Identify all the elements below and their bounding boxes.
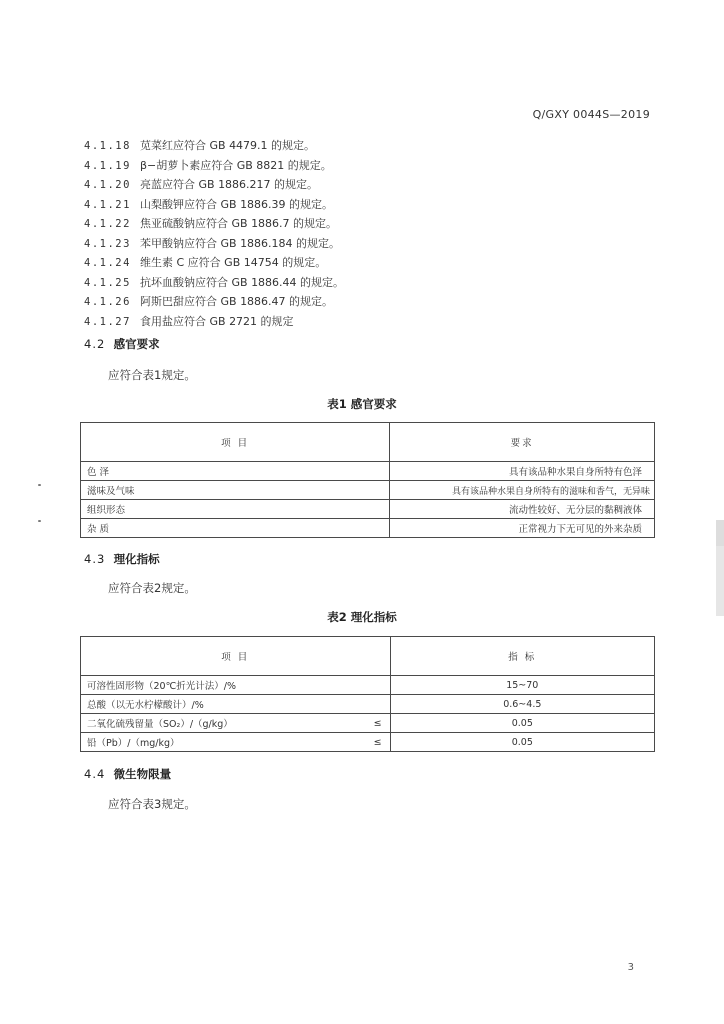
scan-speck <box>38 484 41 486</box>
page-number: 3 <box>627 962 634 973</box>
clause-text: 山梨酸钾应符合 GB 1886.39 的规定。 <box>140 197 334 211</box>
cell-item <box>81 676 391 695</box>
physicochemical-table <box>80 636 655 752</box>
clause-text: 阿斯巴甜应符合 GB 1886.47 的规定。 <box>140 295 334 308</box>
clause-text: 食用盐应符合 GB 2721 的规定 <box>140 314 294 328</box>
section-title: 理化指标 <box>113 552 160 566</box>
clause-number: 4.1.18 <box>84 140 131 152</box>
section-number: 4.2 <box>84 337 106 351</box>
clause-number: 4.1.20 <box>84 179 131 191</box>
item-label: 二氧化硫残留量（SO₂）/（g/kg） <box>87 719 233 730</box>
header-indicator: 指 标 <box>390 637 654 676</box>
clause-text: 焦亚硫酸钠应符合 GB 1886.7 的规定。 <box>140 217 338 230</box>
table-header-row <box>81 423 655 462</box>
scan-edge-mark <box>716 546 724 616</box>
section-heading-microbial <box>84 766 171 782</box>
cell-item: 色 泽 <box>81 462 390 481</box>
clause-number: 4.1.26 <box>84 296 131 308</box>
sensory-requirements-table <box>80 422 655 538</box>
section-heading-physicochemical <box>84 551 160 567</box>
clause-number: 4.1.23 <box>84 237 131 250</box>
clause-text: 亮蓝应符合 GB 1886.217 的规定。 <box>140 178 319 191</box>
clause-text: 维生素 C 应符合 GB 14754 的规定。 <box>140 256 327 269</box>
section-title: 微生物限量 <box>113 767 172 781</box>
table-row <box>81 519 655 538</box>
clause-item <box>84 195 344 215</box>
clause-item <box>84 214 344 234</box>
table-header-row <box>81 637 655 676</box>
cell-item <box>81 714 391 733</box>
section-body-text: 应符合表2规定。 <box>108 581 196 595</box>
cell-item <box>81 695 391 714</box>
cell-value: 0.05 <box>390 714 654 733</box>
cell-value: 15~70 <box>390 676 654 695</box>
table-row <box>81 481 655 500</box>
clause-number: 4.1.21 <box>84 198 131 211</box>
table-row <box>81 714 655 733</box>
section-title: 感官要求 <box>113 337 160 351</box>
item-label: 可溶性固形物（20℃折光计法）/% <box>87 681 236 692</box>
clause-number: 4.1.22 <box>84 218 131 230</box>
cell-item: 组织形态 <box>81 500 390 519</box>
standard-code: Q/GXY 0044S—2019 <box>532 108 650 121</box>
cell-item: 滋味及气味 <box>81 481 390 500</box>
clause-item <box>84 175 344 195</box>
section-number: 4.3 <box>84 552 106 566</box>
table-row <box>81 500 655 519</box>
clause-item <box>84 156 344 176</box>
clause-text: 苋菜红应符合 GB 4479.1 的规定。 <box>140 139 316 152</box>
table-caption: 表2 理化指标 <box>327 610 397 624</box>
clause-text: β−胡萝卜素应符合 GB 8821 的规定。 <box>140 158 332 172</box>
header-item: 项 目 <box>81 637 391 676</box>
section-body-text: 应符合表1规定。 <box>108 368 196 382</box>
section-number: 4.4 <box>84 767 106 781</box>
clause-item <box>84 312 344 332</box>
clause-item <box>84 253 344 273</box>
clause-number: 4.1.24 <box>84 257 131 269</box>
item-qualifier: ≤ <box>373 736 382 748</box>
clause-number: 4.1.25 <box>84 276 131 289</box>
table-row <box>81 695 655 714</box>
cell-requirement: 具有该品种水果自身所特有色泽 <box>390 462 655 481</box>
cell-item <box>81 733 391 752</box>
clause-text: 苯甲酸钠应符合 GB 1886.184 的规定。 <box>140 236 341 250</box>
clause-list <box>84 136 344 331</box>
clause-item <box>84 136 344 156</box>
clause-number: 4.1.27 <box>84 315 131 328</box>
clause-item <box>84 292 344 312</box>
clause-text: 抗坏血酸钠应符合 GB 1886.44 的规定。 <box>140 275 345 289</box>
header-item: 项 目 <box>81 423 390 462</box>
table-row <box>81 676 655 695</box>
cell-value: 0.05 <box>390 733 654 752</box>
item-qualifier: ≤ <box>373 717 382 729</box>
cell-requirement: 正常视力下无可见的外来杂质 <box>390 519 655 538</box>
clause-item <box>84 273 344 293</box>
item-label: 铅（Pb）/（mg/kg） <box>87 738 180 749</box>
cell-requirement: 流动性较好、无分层的黏稠液体 <box>390 500 655 519</box>
clause-item <box>84 234 344 254</box>
item-label: 总酸（以无水柠檬酸计）/% <box>87 700 204 711</box>
table-row <box>81 462 655 481</box>
cell-requirement: 具有该品种水果自身所特有的滋味和香气，无异味 <box>390 481 655 500</box>
table-row <box>81 733 655 752</box>
section-heading-sensory <box>84 336 160 352</box>
table-caption: 表1 感官要求 <box>327 397 397 411</box>
scan-speck <box>38 520 41 522</box>
clause-number: 4.1.19 <box>84 159 131 172</box>
header-requirement: 要求 <box>390 423 655 462</box>
section-body-text: 应符合表3规定。 <box>108 797 196 811</box>
cell-value: 0.6~4.5 <box>390 695 654 714</box>
cell-item: 杂 质 <box>81 519 390 538</box>
